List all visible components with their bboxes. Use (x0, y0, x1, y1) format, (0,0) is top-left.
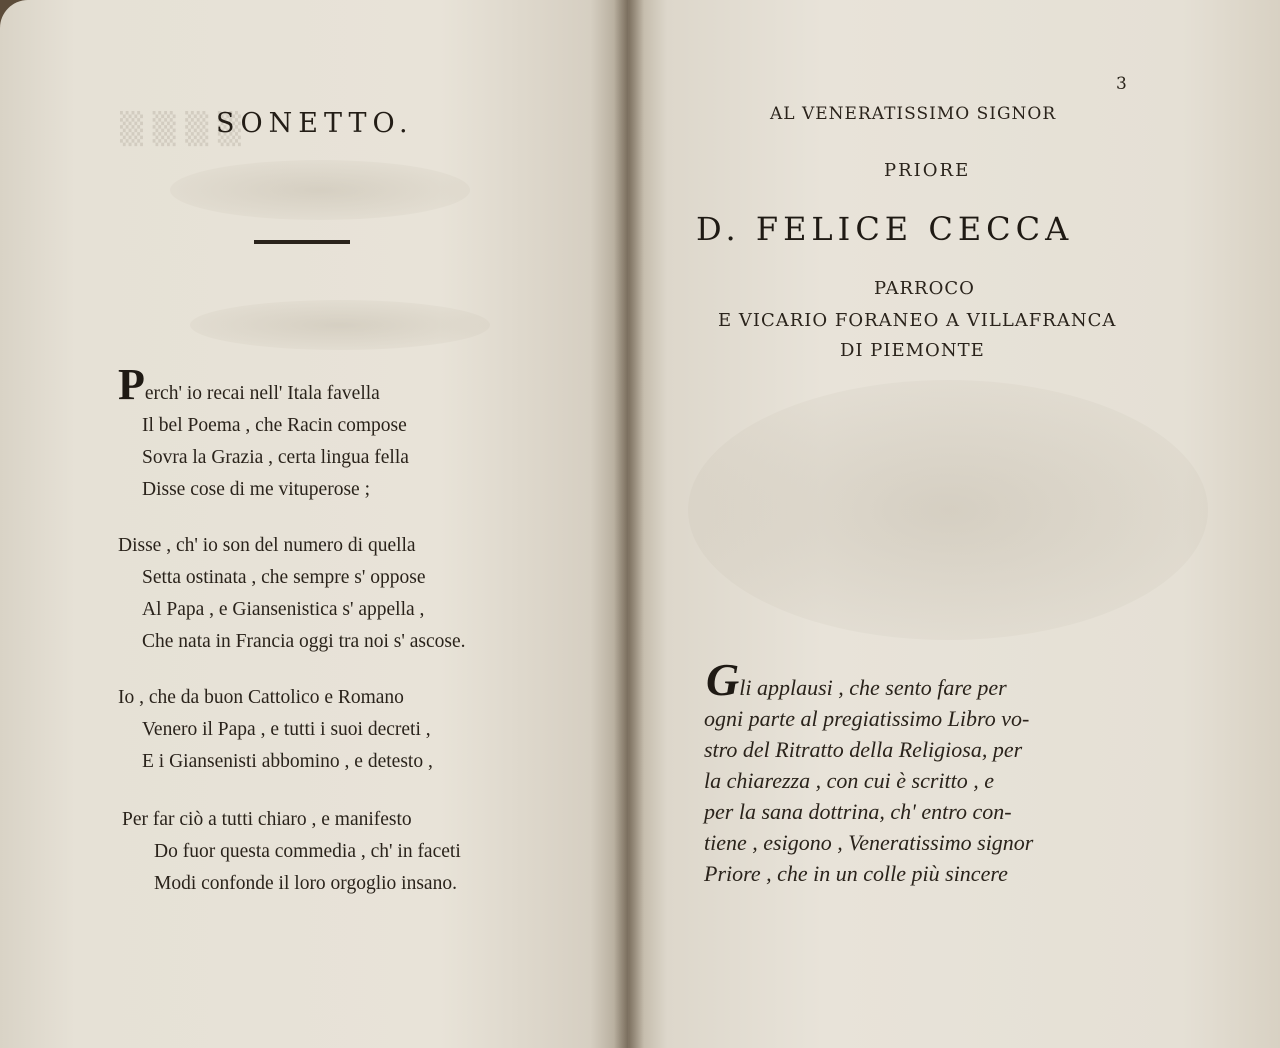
sonnet-title: SONETTO. (216, 108, 414, 139)
prose-line: tiene , esigono , Veneratissimo signor (704, 830, 1034, 855)
right-page (628, 0, 1280, 1048)
drop-cap: G (706, 654, 740, 705)
paper-stain (688, 380, 1208, 640)
prose-line: ogni parte al pregiatissimo Libro vo- (704, 706, 1030, 731)
stanza-1 (118, 360, 409, 506)
verse-line: erch' io recai nell' Itala favella (144, 383, 380, 404)
title-rule (254, 240, 350, 244)
stanza-3 (118, 682, 433, 778)
prose-line: per la sana dottrina, ch' entro con- (704, 799, 1012, 824)
page-number: 3 (1116, 74, 1127, 94)
verse-line: Modi confonde il loro orgoglio insano. (154, 873, 457, 894)
dedicatee-name: D. FELICE CECCA (696, 210, 1074, 248)
verse-line: Io , che da buon Cattolico e Romano (118, 687, 404, 708)
dedication-line: DI PIEMONTE (840, 340, 985, 361)
verse-line: Disse , ch' io son del numero di quella (118, 535, 416, 556)
prose-line: stro del Ritratto della Religiosa, per (704, 737, 1023, 762)
stanza-4 (122, 804, 461, 900)
prose-line: Priore , che in un colle più sincere (704, 861, 1008, 886)
verse-line: Per far ciò a tutti chiaro , e manifesto (122, 809, 412, 830)
dedication-prose (704, 654, 1034, 889)
paper-stain (190, 300, 490, 350)
verse-line: Che nata in Francia oggi tra noi s' ascose. (142, 631, 466, 652)
book-gutter (614, 0, 644, 1048)
verse-line: E i Giansenisti abbomino , e detesto , (142, 751, 433, 772)
verse-line: Setta ostinata , che sempre s' oppose (142, 567, 426, 588)
show-through-impression: ▒ ▒ ▒ ▒ (120, 112, 241, 147)
verse-line: Sovra la Grazia , certa lingua fella (142, 447, 409, 468)
verse-line: Al Papa , e Giansenistica s' appella , (142, 599, 425, 620)
stanza-2 (118, 530, 466, 658)
prose-line: la chiarezza , con cui è scritto , e (704, 768, 995, 793)
paper-stain (170, 160, 470, 220)
verse-line: Venero il Papa , e tutti i suoi decreti , (142, 719, 431, 740)
verse-line: Disse cose di me vituperose ; (142, 479, 370, 500)
dedication-line: PARROCO (874, 278, 975, 299)
dedication-line: AL VENERATISSIMO SIGNOR (770, 104, 1057, 124)
dedication-line: PRIORE (884, 160, 971, 181)
dedication-line: E VICARIO FORANEO A VILLAFRANCA (718, 310, 1117, 331)
prose-line: li applausi , che sento fare per (739, 675, 1007, 700)
left-page (0, 0, 628, 1048)
drop-cap: P (118, 360, 145, 409)
verse-line: Do fuor questa commedia , ch' in faceti (154, 841, 461, 862)
verse-line: Il bel Poema , che Racin compose (142, 415, 407, 436)
